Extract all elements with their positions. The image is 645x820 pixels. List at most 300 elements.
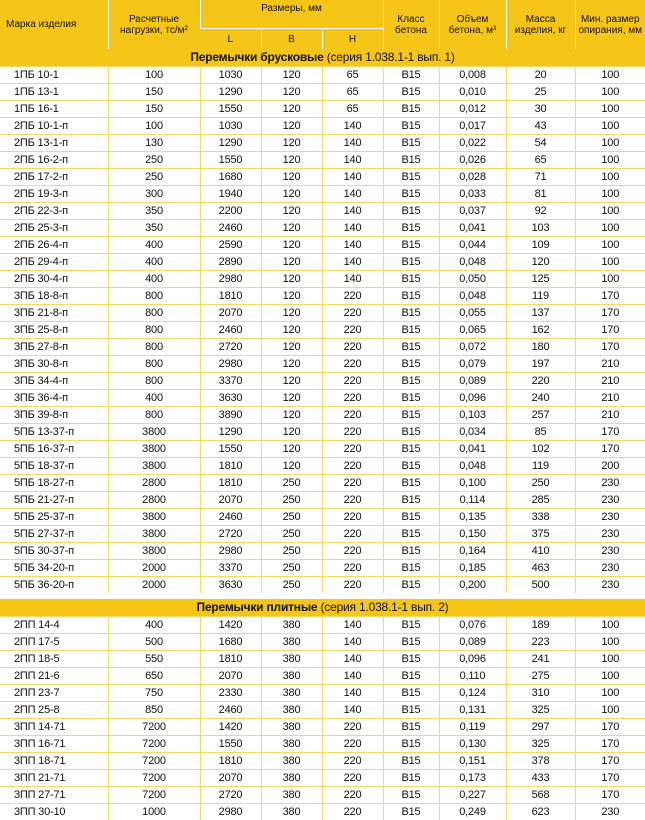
cell-concrete-class: В15 (383, 186, 439, 203)
table-row (0, 685, 645, 702)
cell-concrete-class: В15 (383, 441, 439, 458)
cell-mark: 3ПБ 27-8-п (0, 339, 108, 356)
cell-concrete-class: В15 (383, 407, 439, 424)
cell-mark: 2ПБ 29-4-п (0, 254, 108, 271)
cell-volume: 0,048 (439, 288, 506, 305)
cell-mass: 568 (506, 787, 575, 804)
cell-mark: 3ПП 18-71 (0, 753, 108, 770)
cell-min-support: 230 (575, 509, 645, 526)
cell-load: 800 (108, 322, 200, 339)
header-B: B (261, 29, 322, 50)
cell-mark: 3ПБ 21-8-п (0, 305, 108, 322)
table-row (0, 804, 645, 820)
cell-load: 400 (108, 237, 200, 254)
cell-length: 1290 (200, 135, 261, 152)
cell-height: 220 (322, 373, 383, 390)
cell-height: 220 (322, 407, 383, 424)
cell-volume: 0,008 (439, 67, 506, 84)
cell-volume: 0,227 (439, 787, 506, 804)
cell-volume: 0,079 (439, 356, 506, 373)
table-row (0, 288, 645, 305)
cell-height: 140 (322, 220, 383, 237)
cell-load: 2800 (108, 475, 200, 492)
cell-min-support: 210 (575, 373, 645, 390)
cell-min-support: 170 (575, 753, 645, 770)
cell-width: 380 (261, 736, 322, 753)
cell-height: 220 (322, 441, 383, 458)
cell-min-support: 100 (575, 634, 645, 651)
cell-min-support: 100 (575, 135, 645, 152)
table-row (0, 634, 645, 651)
cell-concrete-class: В15 (383, 668, 439, 685)
cell-volume: 0,033 (439, 186, 506, 203)
cell-concrete-class: В15 (383, 543, 439, 560)
cell-mark: 2ПП 17-5 (0, 634, 108, 651)
cell-min-support: 170 (575, 787, 645, 804)
cell-length: 1420 (200, 719, 261, 736)
table-row (0, 101, 645, 118)
cell-concrete-class: В15 (383, 617, 439, 634)
cell-mark: 3ПБ 30-8-п (0, 356, 108, 373)
cell-length: 1550 (200, 101, 261, 118)
cell-height: 220 (322, 322, 383, 339)
cell-length: 2330 (200, 685, 261, 702)
cell-mark: 2ПП 18-5 (0, 651, 108, 668)
cell-height: 220 (322, 787, 383, 804)
cell-volume: 0,044 (439, 237, 506, 254)
cell-mass: 30 (506, 101, 575, 118)
table-row (0, 770, 645, 787)
cell-mass: 162 (506, 322, 575, 339)
cell-min-support: 100 (575, 668, 645, 685)
cell-width: 120 (261, 203, 322, 220)
cell-load: 400 (108, 617, 200, 634)
cell-mass: 410 (506, 543, 575, 560)
cell-width: 120 (261, 84, 322, 101)
cell-length: 1550 (200, 152, 261, 169)
cell-height: 220 (322, 390, 383, 407)
table-row (0, 237, 645, 254)
cell-load: 400 (108, 254, 200, 271)
cell-mass: 81 (506, 186, 575, 203)
cell-concrete-class: В15 (383, 702, 439, 719)
cell-mass: 119 (506, 288, 575, 305)
cell-length: 2980 (200, 543, 261, 560)
cell-height: 220 (322, 543, 383, 560)
cell-width: 120 (261, 441, 322, 458)
cell-min-support: 170 (575, 719, 645, 736)
cell-height: 140 (322, 203, 383, 220)
cell-concrete-class: В15 (383, 804, 439, 820)
cell-length: 3370 (200, 373, 261, 390)
cell-volume: 0,026 (439, 152, 506, 169)
cell-concrete-class: В15 (383, 203, 439, 220)
cell-mass: 325 (506, 702, 575, 719)
cell-concrete-class: В15 (383, 305, 439, 322)
cell-load: 3800 (108, 424, 200, 441)
cell-mark: 3ПБ 25-8-п (0, 322, 108, 339)
cell-width: 380 (261, 753, 322, 770)
cell-load: 800 (108, 373, 200, 390)
cell-mark: 5ПБ 34-20-п (0, 560, 108, 577)
cell-height: 140 (322, 186, 383, 203)
cell-length: 1680 (200, 169, 261, 186)
cell-load: 2800 (108, 492, 200, 509)
cell-min-support: 100 (575, 651, 645, 668)
cell-concrete-class: В15 (383, 424, 439, 441)
cell-mark: 5ПБ 27-37-п (0, 526, 108, 543)
cell-concrete-class: В15 (383, 339, 439, 356)
cell-concrete-class: В15 (383, 492, 439, 509)
cell-length: 1420 (200, 617, 261, 634)
cell-width: 120 (261, 356, 322, 373)
cell-load: 7200 (108, 753, 200, 770)
cell-min-support: 170 (575, 339, 645, 356)
cell-width: 120 (261, 237, 322, 254)
cell-mass: 338 (506, 509, 575, 526)
cell-mark: 2ПБ 16-2-п (0, 152, 108, 169)
cell-load: 100 (108, 67, 200, 84)
cell-height: 220 (322, 475, 383, 492)
cell-volume: 0,072 (439, 339, 506, 356)
cell-mass: 103 (506, 220, 575, 237)
cell-load: 3800 (108, 526, 200, 543)
table-row (0, 169, 645, 186)
cell-mark: 2ПП 21-6 (0, 668, 108, 685)
cell-length: 3630 (200, 577, 261, 594)
cell-volume: 0,065 (439, 322, 506, 339)
section-title-series: (серия 1.038.1-1 вып. 2) (317, 600, 448, 614)
cell-length: 1810 (200, 458, 261, 475)
cell-height: 220 (322, 736, 383, 753)
cell-min-support: 100 (575, 702, 645, 719)
cell-mass: 325 (506, 736, 575, 753)
cell-height: 140 (322, 651, 383, 668)
cell-mass: 20 (506, 67, 575, 84)
cell-width: 120 (261, 67, 322, 84)
cell-height: 140 (322, 152, 383, 169)
cell-mark: 3ПБ 18-8-п (0, 288, 108, 305)
cell-width: 120 (261, 339, 322, 356)
cell-height: 220 (322, 288, 383, 305)
cell-height: 140 (322, 634, 383, 651)
cell-width: 120 (261, 407, 322, 424)
table-row (0, 356, 645, 373)
cell-mark: 2ПБ 17-2-п (0, 169, 108, 186)
cell-width: 250 (261, 492, 322, 509)
cell-volume: 0,119 (439, 719, 506, 736)
cell-width: 120 (261, 118, 322, 135)
cell-mark: 5ПБ 13-37-п (0, 424, 108, 441)
cell-concrete-class: В15 (383, 118, 439, 135)
cell-mass: 197 (506, 356, 575, 373)
cell-length: 1810 (200, 651, 261, 668)
table-row (0, 753, 645, 770)
cell-volume: 0,200 (439, 577, 506, 594)
cell-width: 380 (261, 770, 322, 787)
cell-mass: 297 (506, 719, 575, 736)
header-mark: Марка изделия (0, 0, 108, 49)
cell-width: 380 (261, 634, 322, 651)
section-header (0, 49, 645, 67)
cell-mass: 223 (506, 634, 575, 651)
cell-volume: 0,037 (439, 203, 506, 220)
cell-min-support: 230 (575, 543, 645, 560)
table-row (0, 254, 645, 271)
cell-load: 650 (108, 668, 200, 685)
section-title-series: (серия 1.038.1-1 вып. 1) (324, 50, 455, 64)
cell-min-support: 100 (575, 220, 645, 237)
cell-mark: 5ПБ 18-37-п (0, 458, 108, 475)
cell-min-support: 100 (575, 254, 645, 271)
cell-mark: 1ПБ 13-1 (0, 84, 108, 101)
cell-concrete-class: В15 (383, 220, 439, 237)
cell-length: 1290 (200, 84, 261, 101)
cell-min-support: 170 (575, 322, 645, 339)
table-header (0, 0, 645, 49)
cell-load: 250 (108, 152, 200, 169)
table-row (0, 787, 645, 804)
cell-height: 140 (322, 617, 383, 634)
cell-width: 380 (261, 617, 322, 634)
cell-volume: 0,028 (439, 169, 506, 186)
cell-mark: 2ПБ 22-3-п (0, 203, 108, 220)
cell-length: 2980 (200, 804, 261, 820)
cell-min-support: 100 (575, 617, 645, 634)
cell-width: 120 (261, 271, 322, 288)
cell-concrete-class: В15 (383, 67, 439, 84)
cell-mark: 3ПБ 39-8-п (0, 407, 108, 424)
cell-mark: 3ПП 30-10 (0, 804, 108, 820)
cell-min-support: 170 (575, 424, 645, 441)
cell-load: 1000 (108, 804, 200, 820)
cell-mark: 3ПП 16-71 (0, 736, 108, 753)
cell-min-support: 210 (575, 407, 645, 424)
cell-concrete-class: В15 (383, 101, 439, 118)
table-row (0, 424, 645, 441)
cell-width: 250 (261, 526, 322, 543)
cell-mark: 5ПБ 25-37-п (0, 509, 108, 526)
cell-width: 120 (261, 373, 322, 390)
cell-width: 120 (261, 424, 322, 441)
cell-width: 380 (261, 685, 322, 702)
cell-length: 2720 (200, 787, 261, 804)
cell-min-support: 170 (575, 770, 645, 787)
cell-mark: 2ПП 14-4 (0, 617, 108, 634)
cell-width: 120 (261, 458, 322, 475)
cell-concrete-class: В15 (383, 753, 439, 770)
cell-load: 300 (108, 186, 200, 203)
header-dims: Размеры, мм (200, 0, 383, 29)
cell-width: 120 (261, 390, 322, 407)
cell-load: 7200 (108, 770, 200, 787)
header-L: L (200, 29, 261, 50)
table-body (0, 49, 645, 820)
cell-length: 2590 (200, 237, 261, 254)
cell-volume: 0,017 (439, 118, 506, 135)
table-row (0, 305, 645, 322)
table-row (0, 441, 645, 458)
cell-min-support: 100 (575, 118, 645, 135)
cell-height: 140 (322, 271, 383, 288)
cell-width: 380 (261, 651, 322, 668)
cell-mass: 241 (506, 651, 575, 668)
cell-min-support: 100 (575, 271, 645, 288)
cell-min-support: 100 (575, 169, 645, 186)
cell-volume: 0,114 (439, 492, 506, 509)
cell-min-support: 230 (575, 560, 645, 577)
cell-height: 65 (322, 67, 383, 84)
cell-mass: 250 (506, 475, 575, 492)
section-title (0, 49, 645, 67)
cell-length: 2460 (200, 509, 261, 526)
cell-load: 3800 (108, 543, 200, 560)
table-row (0, 702, 645, 719)
cell-width: 120 (261, 305, 322, 322)
cell-mass: 500 (506, 577, 575, 594)
cell-length: 2890 (200, 254, 261, 271)
cell-volume: 0,048 (439, 254, 506, 271)
table-row (0, 526, 645, 543)
cell-mass: 275 (506, 668, 575, 685)
cell-concrete-class: В15 (383, 152, 439, 169)
cell-mass: 220 (506, 373, 575, 390)
cell-length: 2720 (200, 339, 261, 356)
cell-mark: 3ПП 14-71 (0, 719, 108, 736)
cell-length: 2070 (200, 492, 261, 509)
cell-height: 140 (322, 135, 383, 152)
cell-volume: 0,048 (439, 458, 506, 475)
table-row (0, 67, 645, 84)
table-row (0, 543, 645, 560)
cell-height: 140 (322, 668, 383, 685)
cell-concrete-class: В15 (383, 356, 439, 373)
cell-height: 220 (322, 424, 383, 441)
cell-width: 120 (261, 169, 322, 186)
table-row (0, 651, 645, 668)
cell-load: 800 (108, 339, 200, 356)
cell-mass: 378 (506, 753, 575, 770)
cell-length: 1030 (200, 118, 261, 135)
cell-mass: 71 (506, 169, 575, 186)
header-load: Расчетные нагрузки, тс/м² (108, 0, 200, 49)
cell-load: 800 (108, 407, 200, 424)
table-row (0, 322, 645, 339)
cell-height: 140 (322, 237, 383, 254)
cell-volume: 0,050 (439, 271, 506, 288)
cell-mass: 137 (506, 305, 575, 322)
cell-length: 2460 (200, 322, 261, 339)
cell-min-support: 100 (575, 101, 645, 118)
cell-length: 1810 (200, 475, 261, 492)
cell-height: 220 (322, 526, 383, 543)
cell-concrete-class: В15 (383, 135, 439, 152)
cell-height: 220 (322, 356, 383, 373)
cell-volume: 0,034 (439, 424, 506, 441)
cell-concrete-class: В15 (383, 651, 439, 668)
cell-min-support: 230 (575, 492, 645, 509)
cell-volume: 0,010 (439, 84, 506, 101)
cell-concrete-class: В15 (383, 685, 439, 702)
cell-concrete-class: В15 (383, 288, 439, 305)
cell-load: 800 (108, 356, 200, 373)
cell-volume: 0,103 (439, 407, 506, 424)
cell-load: 800 (108, 288, 200, 305)
table-row (0, 203, 645, 220)
cell-concrete-class: В15 (383, 84, 439, 101)
cell-load: 2000 (108, 560, 200, 577)
cell-height: 220 (322, 804, 383, 820)
cell-concrete-class: В15 (383, 577, 439, 594)
cell-height: 140 (322, 685, 383, 702)
cell-mark: 2ПБ 10-1-п (0, 118, 108, 135)
cell-mass: 180 (506, 339, 575, 356)
cell-height: 140 (322, 169, 383, 186)
cell-mass: 85 (506, 424, 575, 441)
cell-mark: 2ПП 25-8 (0, 702, 108, 719)
cell-concrete-class: В15 (383, 169, 439, 186)
cell-length: 1290 (200, 424, 261, 441)
cell-load: 3800 (108, 509, 200, 526)
cell-load: 3800 (108, 441, 200, 458)
cell-volume: 0,022 (439, 135, 506, 152)
cell-volume: 0,012 (439, 101, 506, 118)
cell-volume: 0,041 (439, 220, 506, 237)
cell-volume: 0,076 (439, 617, 506, 634)
cell-concrete-class: В15 (383, 719, 439, 736)
cell-mass: 102 (506, 441, 575, 458)
header-concrete-class: Класс бетона (383, 0, 439, 49)
cell-length: 3890 (200, 407, 261, 424)
cell-height: 220 (322, 753, 383, 770)
cell-mark: 2ПП 23-7 (0, 685, 108, 702)
cell-width: 120 (261, 101, 322, 118)
cell-volume: 0,096 (439, 651, 506, 668)
table-row (0, 118, 645, 135)
table-row (0, 560, 645, 577)
cell-height: 140 (322, 702, 383, 719)
cell-mark: 2ПБ 26-4-п (0, 237, 108, 254)
table-row (0, 458, 645, 475)
cell-concrete-class: В15 (383, 634, 439, 651)
cell-width: 120 (261, 220, 322, 237)
header-min-support: Мин. размер опирания, мм (575, 0, 645, 49)
cell-mass: 623 (506, 804, 575, 820)
cell-min-support: 100 (575, 67, 645, 84)
cell-volume: 0,041 (439, 441, 506, 458)
cell-mark: 3ПБ 34-4-п (0, 373, 108, 390)
cell-height: 140 (322, 118, 383, 135)
section-title-bold: Перемычки плитные (197, 600, 318, 614)
cell-min-support: 170 (575, 288, 645, 305)
cell-min-support: 230 (575, 804, 645, 820)
table-row (0, 186, 645, 203)
cell-length: 2070 (200, 770, 261, 787)
cell-mass: 25 (506, 84, 575, 101)
cell-concrete-class: В15 (383, 254, 439, 271)
cell-width: 250 (261, 577, 322, 594)
cell-width: 380 (261, 668, 322, 685)
cell-mass: 109 (506, 237, 575, 254)
cell-length: 1940 (200, 186, 261, 203)
cell-width: 250 (261, 543, 322, 560)
table-row (0, 577, 645, 594)
cell-width: 120 (261, 322, 322, 339)
cell-mark: 5ПБ 36-20-п (0, 577, 108, 594)
table-row (0, 339, 645, 356)
cell-mass: 257 (506, 407, 575, 424)
cell-length: 1680 (200, 634, 261, 651)
